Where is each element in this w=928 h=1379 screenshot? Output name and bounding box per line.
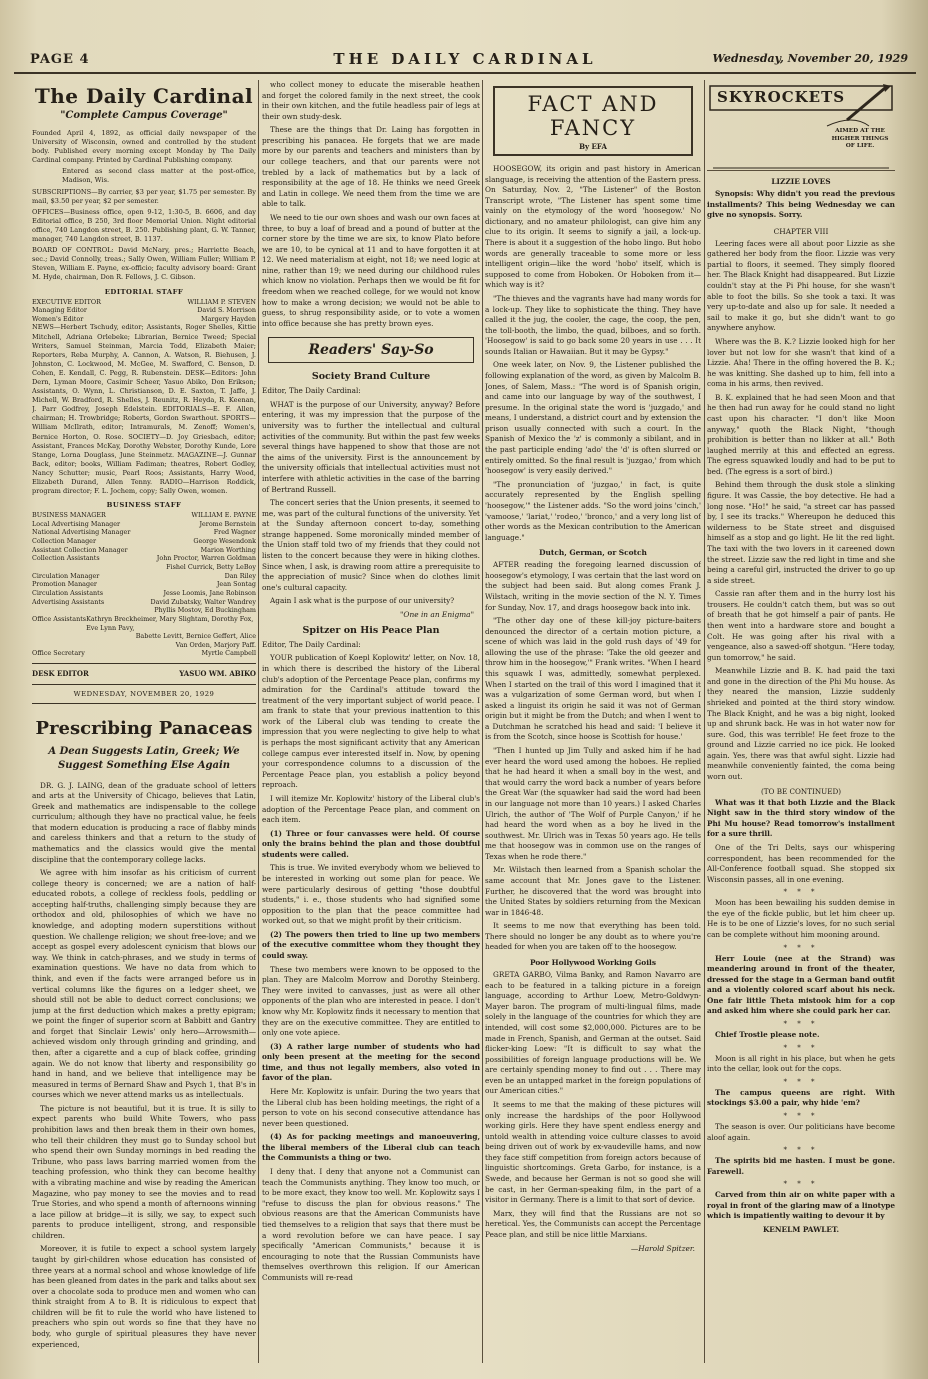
letter-item-reply: I deny that. I deny that anyone not a Communist can teach the Communists anything. They know too much, or to be more exact, they know too well. Mr. Koplowitz says I "refuse to discuss the plan for obvious reasons." The obvious reasons are that the American Communists have tied themselves to a religion that says that there must be a word revolution before we can have peace. I say specifically "American Communists," because it is encouraging to note that the Russian Communists have themselves overthrown this religion. If our American Communists will re-read	[262, 1167, 480, 1282]
staff-name: Fishel Currick, Betty LeBoy	[166, 563, 256, 572]
star-separator: * * *	[783, 1180, 819, 1189]
letter-salutation: Editor, The Daily Cardinal:	[262, 386, 361, 396]
issue-date-line: WEDNESDAY, NOVEMBER 20, 1929	[73, 689, 215, 698]
editorial-paragraph: Moreover, it is futile to expect a school system largely taught by girl-children whose education has consisted of three years at a normal school and whose knowledge of life has been gleaned from dates in the park and talks about sex over a chocolate soda to produce men and women who can think straight from A to B. It is ridiculous to expect that children will be fit to rule the world who have listened to preachers who spin out words so fine that they have no body, who gurgle of spiritual pleasures they have never experienced,	[32, 1244, 256, 1349]
letter-body	[262, 400, 480, 607]
editorial-title: Prescribing Panaceas	[35, 717, 253, 739]
staff-role: Office Secretary	[32, 649, 85, 658]
staff-row	[32, 615, 256, 632]
column-rule	[704, 80, 705, 1363]
staff-name: Dan Riley	[224, 571, 256, 580]
paper-title: The Daily Cardinal	[34, 84, 254, 108]
column-paragraph: "Then I hunted up Jim Tully and asked him if he had ever heard the word used among the hoboes. He replied that he had heard it when a small boy in the west, and that would carry the word back a number of years before the Great War (the squawker had said the word had been in our language not more than 10 years.) I asked Charles Ulrich, the author of 'The Wolf of Purple Canyon,' if he had heard the word when as a boy he lived in the southwest. Mr. Ulrich was in Texas 50 years ago. He tells me that hoosegow was in common use on the ranges of Texas when he rode there."	[485, 746, 701, 861]
business-staff-list	[32, 511, 256, 658]
column-item: Moon has been bewailing his sudden demise in the eye of the fickle public, but let him cheer up. He is to be one of Lizzie's loves, for no such serial can be complete without him mooning around.	[707, 898, 895, 939]
staff-row	[32, 520, 256, 529]
staff-row	[32, 298, 256, 307]
serial-body	[707, 239, 895, 783]
column-paragraph: AFTER reading the foregoing learned discussion of hoosegow's etymology, I was certain that the last word on the subject had been said. But along comes Frank J. Wilstach, writing in the movie section of the N. Y. Times for Sunday, Nov. 17, and drags hoosegow back into ink.	[485, 560, 701, 612]
editorial-subtitle: A Dean Suggests Latin, Greek; We Suggest Something Else Again	[48, 745, 240, 771]
letter-signature: "One in an Enigma"	[400, 609, 474, 619]
staff-name: Babette Levitt, Bernice Geffert, Alice	[135, 632, 256, 641]
column-paragraph: It seems to me now that everything has been told. There should no longer be any doubt as to where you're headed for when you are taken off to the hoosegow.	[485, 921, 701, 952]
staff-name: David Zubatsky, Walter Wandrey	[150, 597, 256, 606]
editorial-paragraph: DR. G. J. LAING, dean of the graduate school of letters and arts at the University of Chicago, believes that Latin, Greek and mathematics are indispensable to the college curriculum; although they have no practical value, he feels that modern education is producing a race of flabby minds and careless thinkers and that a return to the study of mathematics and the classics would give the mental discipline that the contemporary college lacks.	[32, 780, 256, 864]
staff-name: David S. Morrison	[197, 306, 256, 315]
staff-role: Managing Editor	[32, 306, 87, 315]
founded-text: Founded April 4, 1892, as official daily newspaper of the University of Wisconsin, owned and controlled by the student body. Published every morning except Monday by The Daily Cardinal company. Printed by Cardinal Publishing company.	[32, 129, 256, 165]
star-separator: * * *	[783, 888, 819, 897]
section-body	[485, 560, 701, 953]
letter-heading: Society Brand Culture	[311, 371, 431, 383]
staff-row	[32, 589, 256, 598]
readers-say-so-box	[268, 337, 474, 363]
desk-editor-row	[32, 669, 256, 678]
staff-role: Women's Editor	[32, 314, 84, 323]
letter-item-quote: (3) A rather large number of students who had only been present at the meeting for the second time, and thus not legally members, also voted in favor of the plan.	[262, 1041, 480, 1083]
star-separator: * * *	[783, 1043, 819, 1052]
staff-row	[32, 554, 256, 563]
section-body	[485, 970, 701, 1240]
letter-item-reply: Here Mr. Koplowitz is unfair. During the two years that the Liberal club has been holding meetings, the right of a person to vote on his second consecutive attendance has never been questioned.	[262, 1086, 480, 1128]
star-separator: * * *	[783, 1020, 819, 1029]
fact-and-fancy-box	[493, 86, 693, 156]
staff-name: WILLIAM P. STEVEN	[187, 297, 256, 306]
column-paragraph: Marx, they will find that the Russians are not so heretical. Yes, the Communists can accept the Percentage Peace plan, and still be nice little Marxians.	[485, 1208, 701, 1239]
staff-role: Local Advertising Manager	[32, 519, 121, 528]
staff-role: Office Assistants	[32, 614, 87, 623]
letter-paragraph: Again I ask what is the purpose of our university?	[270, 596, 455, 606]
staff-row	[32, 315, 256, 324]
staff-name: Kathryn Breckheimer, Mary Slightam, Dorothy Fox, Eve Lynn Pavy,	[86, 614, 254, 632]
staff-row	[32, 572, 256, 581]
staff-role: Promotion Manager	[32, 580, 97, 589]
staff-name: Marion Worthing	[200, 545, 256, 554]
staff-role: Circulation Manager	[32, 571, 100, 580]
staff-name: Van Orden, Marjory Paff.	[175, 640, 256, 649]
subscriptions-text: SUBSCRIPTIONS—By carrier, $3 per year, $1.75 per semester. By mail, $3.50 per year, $2 per semester.	[32, 187, 256, 205]
staff-row	[32, 563, 256, 572]
editorial-continuation	[262, 80, 480, 329]
divider	[32, 684, 256, 685]
letter-paragraph: YOUR publication of Koepl Koplowitz' letter, on Nov. 18, in which there is described the history of the Liberal club's adoption of the Percentage Peace plan, confirms my admiration for the Cardinal's attitude toward the treatment of the very important subject of world peace. I am frank to state that your previous inattention to this work of the Liberal club was tending to create the impression that you were neglecting to give help to what is perhaps the most significant activity that any American college campus ever interested itself in. Now, by opening your correspondence columns to a discussion of the Percentage Peace plan, you establish a policy beyond reproach.	[262, 653, 480, 790]
skyrockets-banner	[707, 80, 895, 171]
column-paragraph: GRETA GARBO, Vilma Banky, and Ramon Navarro are each to be featured in a talking picture in a foreign language, according to Arthur Loew, Metro-Goldwyn-Mayer baron. The program of multi-lingual films, made solely in the language of the countries for which they are intended, will cost some $2,000,000. Pictures are to be made in French, Spanish, and German at the outset. Said flicker-king Loew: "It is difficult to say what the possibilities of foreign language productions will be. We are certainly spending money to find out . . . There may even be an untapped market in the foreign populations of our American cities."	[485, 970, 701, 1096]
section-heading: Dutch, German, or Scotch	[539, 548, 647, 558]
column-fact-and-fancy	[485, 80, 701, 1363]
staff-name: Phyllis Mostov, Ed Buckingham	[154, 606, 256, 615]
staff-role: Circulation Assistants	[32, 588, 103, 597]
masthead	[14, 46, 916, 74]
desk-editor-name: YASUO WM. ABIKO	[179, 669, 256, 679]
column-rule	[482, 80, 483, 1363]
column-items	[707, 843, 895, 1236]
staff-row	[32, 546, 256, 555]
column-item: The spirits bid me hasten. I must be gone. Farewell.	[707, 1156, 895, 1176]
to-be-continued: (TO BE CONTINUED)	[760, 786, 842, 796]
paper-name: THE DAILY CARDINAL	[333, 50, 597, 68]
letter-salutation: Editor, The Daily Cardinal:	[262, 639, 361, 649]
staff-name: Myrtle Campbell	[201, 649, 256, 658]
column-item: The campus queens are right. With stockings $3.00 a pair, why hide 'em?	[707, 1087, 895, 1108]
letter-item-quote: (1) Three or four canvasses were held. Of course only the brains behind the plan and those doubtful students were called.	[262, 828, 480, 859]
letter-paragraph: WHAT is the purpose of our University, anyway? Before entering, it was my impression that the purpose of the university was to further the intellectual and cultural activities of the community. But within the past few weeks several things have happened to show that those are not the aims of the university. First is the announcement by the university officials that intellectual activities must not interfere with athletic activities in the case of the barring of Bertrand Russell.	[262, 399, 480, 494]
column-paragraph: "The pronunciation of 'juzgao,' in fact, is quite accurately represented by the English spelling 'hoosegow,'" the Listener adds. "So the word joins 'cinch,' 'vamoose,' 'lariat,' 'rodeo,' 'bronco,' and a very long list of other words as the Mexican contribution to the American language."	[485, 479, 701, 542]
chapter-heading: CHAPTER VIII	[773, 226, 829, 236]
readers-say-so-title: Readers' Say-So	[308, 342, 434, 359]
editorial-paragraph: who collect money to educate the miserable heathen and forget the colored family in the next street, the cook in their own kitchen, and the futile headless pair of legs at their own study-desk.	[262, 80, 480, 121]
staff-row	[32, 511, 256, 520]
column-body	[485, 164, 701, 543]
staff-row	[32, 641, 256, 650]
column-paragraph: "The thieves and the vagrants have had many words for a lock-up. They like to sophisticate the thing. They have called it the jug, the cooler, the cage, the coop, the pen, the toll-booth, the limbo, the quad, bilboes, and so forth. 'Hoosegow' is said to go back some 20 years in use . . . It sounds Italian or Hawaiian. But it may be Gypsy."	[485, 293, 701, 356]
letter-item-reply: This is true. We invited everybody whom we believed to be interested in working out some plan for peace. We were particularly desirous of getting "those doubtful students," i. e., those students who had signified some opposition to the plan that the peace committee had worked out, so that we might profit by their criticism.	[262, 863, 480, 926]
letter-heading: Spitzer on His Peace Plan	[302, 624, 440, 636]
letter-item-quote: (2) The powers then tried to line up two members of the executive committee whom they thought they could sway.	[262, 929, 480, 961]
business-staff-heading: BUSINESS STAFF	[106, 501, 182, 510]
column-paragraph: "The other day one of these kill-joy picture-baiters denounced the director of a certain motion picture, a scene of which was laid in the gold rush days of '49 for allowing the use of the phrase: 'Take the old geezer and throw him in the hoosegow,'" Frank writes. "When I heard this squawk I was, admittedly, somewhat perplexed. When I started on the trail of this word I imagined that it was a vulgarization of some German word, but when I asked a linguist its origin he said it was not of German origin but it might be from the Dutch; and when I went to a Dutchman he scratched his head and said: 'I believe it is from the Scotch, since hoose is Scottish for house.'	[485, 616, 701, 742]
skyrockets-tagline: AIMED AT THE HIGHER THINGS OF LIFE.	[831, 128, 889, 150]
letter-body	[262, 653, 480, 825]
column-rule	[258, 80, 259, 1363]
star-separator: * * *	[783, 1146, 819, 1155]
staff-row	[32, 649, 256, 658]
desk-editor-role: DESK EDITOR	[32, 669, 89, 679]
staff-name: Margery Hayden	[201, 314, 256, 323]
staff-row	[32, 528, 256, 537]
serial-paragraph: Cassie ran after them and in the hurry lost his trousers. He couldn't catch them, but was so out of breath that he got himself a pair of pants. He then went into a hardware store and bought a Colt. He was going after his rival with a vengeance, also a sawed-off shotgun. "Here today, gun tomorrow," he said.	[707, 589, 895, 662]
synopsis: Synopsis: Why didn't you read the previous installments? This being Wednesday we can give no synopsis. Sorry.	[707, 189, 895, 220]
staff-role: Collection Manager	[32, 537, 96, 546]
column-skyrockets	[707, 80, 895, 1363]
editorial-body	[32, 781, 256, 1351]
staff-role: EXECUTIVE EDITOR	[32, 297, 101, 306]
editorial-staff-text: NEWS—Herbert Tschudy, editor; Assistants, Roger Shelles, Kittie Mitchell, Adriana Orlebeke; Librarian, Bernice Tweed; Special Writers, Samuel Steinman, Marcia Todd, Elizabeth Maier; Reporters, Reba Murphy, A. Cannon, A. Watson, R. Biehusen, J. Johnston, C. Lockwood, M. McGee, M. Swafford, C. Benson, D. Cohen, E. Kendall, C. Pegg, R. Rubenstein. DESK—Editors: John Dern, Lyman Moore, Casimir Scheer, Yasuo Abiko, Don Erikson; Assistants, O. Wynn, L. Christianson, D. E. Saxton, T. Jaffe, J. Michell, W. Bradford, R. Shelles, J. Reunitz, R. Heyda, R. Keenan, J. Parr Godfrey, Joseph Edelstein. EDITORIALS—E. F. Allen, chairman; H. Trowbridge; Roberts, Gordon Swarthout. SPORTS—William McIlrath, editor; Intramurals, M. Zenoff; Women's, Bernice Horton, O. Rose. SOCIETY—D. Joy Griesbach, editor; Assistant, Frances McKay, Dorothy Webster, Dorothy Kunde, Lore Stange, Lorna Douglass, June Steinmetz. MAGAZINE—J. Gunnar Back, editor; books, William Fadiman; theatres, Robert Godley, Nancy Schutter; music, Pearl Roos; Assistants, Harry Wood, Elizabeth Durand, Allen Tenny. RADIO—Harrison Roddick, program director; F. L. Jochem, copy; Sally Owen, women.	[32, 323, 256, 496]
staff-name: Fred Wagner	[213, 528, 256, 537]
offices-text: OFFICES—Business office, open 9-12, 1:30-5, B. 6606, and day Editorial office, B 250, 3rd floor Memorial Union. Night editorial office, 740 Langdon street, B. 250. Publishing plant, G. W. Tanner, manager, 740 Langdon street, B. 1137.	[32, 207, 256, 244]
editorial-paragraph: The picture is not beautiful, but it is true. It is silly to expect parents who build White Towers, who pass prohibition laws and then break them in their own homes, who tell their children they must go to Sunday school but who spend their own Sunday mornings in bed reading the Tribune, who pass laws barring married women from the teaching profession, who think they can become healthy with a vibrating machine and wise by reading the American Magazine, who pay money to see the movies and to read True Stories, and who spend a month of afternoons winning a lace pillow at bridge—it is silly, we say, to expect such parents to produce intelligent, strong, and responsible children.	[32, 1103, 256, 1240]
staff-name: WILLIAM E. PAYNE	[191, 511, 256, 520]
serial-paragraph: Meanwhile Lizzie and B. K. had paid the taxi and gone in the direction of the Phi Mu house. As they neared the mansion, Lizzie suddenly shrieked and pointed at the third story window. The Black Knight, and he was a big night, looked up and shrunk back. He was in hot water now for sure. God, this was terrible! He feet froze to the ground and Lizzie carried no ice pick. He looked again. Yes, there was that awful sight. Lizzie had meanwhile conveniently fainted, the coma being worn out.	[707, 666, 895, 782]
staff-name: Jerome Bernstein	[199, 519, 256, 528]
letter-paragraph: I will itemize Mr. Koplowitz' history of the Liberal club's adoption of the Percentage Peace plan, and comment on each item.	[262, 793, 480, 825]
column-letters	[262, 80, 480, 1363]
skyrockets-title: SKYROCKETS	[717, 88, 846, 106]
serial-paragraph: Leering faces were all about poor Lizzie as she gathered her body from the floor. Lizzie was very partial to floors, it seemed. They simply floored her. The Black Knight had disappeared. But Lizzie couldn't stay at the Pi Phi house, for she wasn't able to foot the bills. So she took a taxi. It was very up-to-date and also up for sale. It needed a sail to make it go, but she didn't want to go anywhere anyhow.	[707, 238, 895, 333]
column-paragraph: HOOSEGOW, its origin and past history in American slanguage, is receiving the attention of the Eastern press. On Saturday, Nov. 2, "The Listener" of the Boston Transcript wrote, "The Listener has spent some time vainly on the etymology of the word 'hoosegow.' No dictionary, and no amateur philologist, can give him any clue to its origin. It seems to signify a jail, a lock-up. There is about it a suggestion of the hobo lingo. But hobo words are generally traceable to some more or less intelligent origin—like the word 'hobo' itself, which is supposed to come from Hoboken. Or Hoboken from it—which way is it?	[485, 164, 701, 290]
column-item: The season is over. Our politicians have become aloof again.	[707, 1121, 895, 1142]
staff-role: Collection Assistants	[32, 554, 100, 563]
column-paragraph: Mr. Wilstach then learned from a Spanish scholar the same account that Mr. Jones gave to the Listener. Further, he discovered that the word was brought into the United States by soldiers returning from the Mexican war in 1846-48.	[485, 865, 701, 917]
column-item: Chief Trostle please note.	[715, 1030, 820, 1040]
staff-row	[32, 598, 256, 607]
staff-name: Jean Sontag	[216, 580, 256, 589]
staff-role: Advertising Assistants	[32, 597, 105, 606]
serial-question: What was it that both Lizzie and the Black Night saw in the third story window of the Phi Mu house? Read tomorrow's installment for a sure thrill.	[707, 797, 895, 839]
entered-text: Entered as second class matter at the post-office, Madison, Wis.	[62, 167, 256, 185]
staff-name: Jesse Loomis, Jane Robinson	[163, 588, 256, 597]
column-item: Carved from thin air on white paper with a royal in front of the glaring maw of a linotype which is impatiently waiting to devour it by	[707, 1190, 895, 1221]
star-separator: * * *	[783, 1077, 819, 1086]
section-heading: Poor Hollywood Working Goils	[529, 958, 657, 968]
editorial-paragraph: These are the things that Dr. Laing has forgotten in prescribing his panacea. He forgets that we are made more by our parents and teachers and ministers than by our college teachers, and that our parents were not trebled by a lack of mathematics but by a lack of responsibility at the age of 18. He thinks we need Greek and Latin in college. We need them from the time we are able to talk.	[262, 125, 480, 209]
column-masthead-editorial	[32, 80, 256, 1363]
divider	[32, 663, 256, 664]
column-item: One of the Tri Delts, says our whispering correspondent, has been recommended for the All-Conference football squad. She stopped six Wisconsin passes, all in one evening.	[707, 842, 895, 884]
letter-item-quote: (4) As for packing meetings and manoeuvering, the liberal members of the Liberal club can teach the Communists a thing or two.	[262, 1132, 480, 1163]
serial-paragraph: Behind them through the dusk stole a slinking figure. It was Cassie, the boy detective. He had a long nose. "Ho!" he said, "a street car has passed by, I see its tracks." Whereupon he deduced this wilderness to be State street and disguised himself as a stop and go light. He lit the red light. The taxi with the two lovers in it careened down the street. Lizzie saw the red light in time and she being a careful girl, instructed the driver to go up a side street.	[707, 480, 895, 585]
staff-role: National Advertising Manager	[32, 528, 131, 537]
star-separator: * * *	[783, 1111, 819, 1120]
fact-and-fancy-byline: By EFA	[579, 142, 607, 151]
staff-row	[32, 606, 256, 615]
fact-and-fancy-title: FACT AND FANCY	[527, 92, 659, 140]
column-item: Moon is all right in his place, but when he gets into the cellar, look out for the cops.	[707, 1053, 895, 1074]
staff-role: Assistant Collection Manager	[32, 545, 128, 554]
author-signature: —Harold Spitzer.	[630, 1243, 695, 1253]
staff-row	[32, 580, 256, 589]
editorial-paragraph: We agree with him insofar as his criticism of current college theory is concerned; we are a nation of half-educated robots, a college of reckless fools, peddling or accepting half-truths, challenging simply because they are orthodox and old, philosophies of which we have no knowledge, and adopting modern superstitions without question. We challenge religion; we shout free-love; and we accept as gospel every adolescent cynicism that blows our way. We think in catch-phrases, and we study in terms of examination questions. We have no data from which to think, and even if the facts were arranged before us in vertical columns like the figures on a ledger sheet, we should still not be able to deduct correct conclusions; we jump at the first deduction which makes a pretty epigram; we point the finger of superior scorn at Babbitt and Gantry and forget that Sinclair Lewis' only hero—Arrowsmith—achieved wisdom only through grinding and grinding, and then, after a cigarette and a cup of black coffee, grinding again. We do not know that liberty and responsibility go hand in hand, and we believe that intelligence may be measured in terms of Bernard Shaw and Psych 1, that B's in courses which we never attend marks us as intellectuals.	[32, 868, 256, 1100]
star-separator: * * *	[783, 943, 819, 952]
serial-heading: LIZZIE LOVES	[771, 177, 831, 186]
staff-role: BUSINESS MANAGER	[32, 511, 106, 520]
issue-date: Wednesday, November 20, 1929	[712, 52, 908, 65]
editorial-staff-list	[32, 298, 256, 324]
editorial-staff-heading: EDITORIAL STAFF	[104, 287, 184, 296]
editorial-paragraph: We need to tie our own shoes and wash our own faces at three, to buy a loaf of bread and a pound of butter at the corner store by the time we are six, to know Plato before we are 10, to be cynical at 11 and to have forgotten it at 12. We need materialism at eight, not 18; we need logic at nine, rather than 19; we need during our childhood rules which know no violation. Perhaps then we would be fit for freedom when we reached college, for we would not know how to make a wrong decision; we would not be able to guess, to shrug responsibility aside, or to vote a women into office because she has pretty brown eyes.	[262, 212, 480, 328]
paper-slogan: "Complete Campus Coverage"	[60, 110, 228, 121]
staff-name: John Proctor, Warren Goldman	[156, 554, 256, 563]
column-item: KENELM PAWLET.	[762, 1224, 840, 1234]
letter-item-reply: These two members were known to be opposed to the plan. They are Malcolm Morrow and Dorothy Steinberg. They were invited to canvasses, just as were all other opponents of the plan who are interested in peace. I don't know why Mr. Koplowitz finds it necessary to mention that they are on the executive committee. They are entitled to only one vote apiece.	[262, 964, 480, 1038]
divider	[32, 703, 256, 704]
column-paragraph: One week later, on Nov. 9, the Listener published the following explanation of the word, as given by Malcolm B. Jones, of Salem, Mass.: "The word is of Spanish origin, and came into our language by way of the southwest, I presume. In the original state the word is 'juzgado,' and means, I understand, a district court and by extension the prison usually connected with such a court. In the Spanish of Mexico the 'z' is commonly a sibilant, and in the past participle ending 'ado' the 'd' is often slurred or entirely omitted. So the final result is 'juzgao,' from which 'hoosegow' is very easily derived."	[485, 360, 701, 476]
board-text: BOARD OF CONTROL: David McNary, pres.; Harriette Beach, sec.; David Connolly, treas.; Sally Owen, William Fuller; William P. Steven, William E. Payne, ex-officio; faculty advisory board: Grant M. Hyde, chairman, Don R. Fellows, J. C. Gibson.	[32, 246, 256, 282]
serial-paragraph: B. K. explained that he had seen Moon and that he then had run away for he could stand no light cast upon his character. "I don't like Moon anyway," quoth the Black Night, "though prohibition is better than no likker at all." Both laughed merrily at this and effected an egress. The egress squawked loudly and had to be put to bed. (The egress is a sort of bird.)	[707, 392, 895, 476]
column-paragraph: It seems to me that the making of these pictures will only increase the hardships of the poor Hollywood working girls. Here they have spent endless energy and untold wealth in attending voice culture classes to avoid being driven out of work by ex-vaudeville hams, and now they face stiff competition from foreign actors because of linguistic shortcomings. Greta Garbo, for instance, is a Swede, and because her German is not so good she will be cast, in her German-speaking film, in the part of a visitor in Germany. There is a limit to that sort of device.	[485, 1099, 701, 1205]
staff-row	[32, 537, 256, 546]
staff-row	[32, 306, 256, 315]
serial-paragraph: Where was the B. K.? Lizzie looked high for her lover but not low for she wasn't that kind of a Lizzie. Aha! There in the offing hovered the B. K.; he was knitting. She dashed up to him, fell into a coma in his arms, then revived.	[707, 336, 895, 389]
column-item: Herr Louie (nee at the Strand) was meandering around in front of the theater, dressed for the stage in a German band outfit and a violently colored scarf about his neck. One fair little Theta mistook him for a cop and asked him where she could park her car.	[707, 953, 895, 1016]
letter-items	[262, 829, 480, 1284]
page-number: PAGE 4	[30, 52, 90, 67]
letter-paragraph: The concert series that the Union presents, it seemed to me, was part of the cultural functions of the university. Yet at the Sunday afternoon concert to-day, something strange happened. Some moronically minded member of the Union staff told two of my friends that they could not listen to the concert because they were in hiking clothes. Since when, I ask, is drawing room attire a prerequisite to the appreciation of music? Since when do clothes limit one's cultural capacity.	[262, 498, 480, 592]
staff-row	[32, 632, 256, 641]
staff-name: George Wesendonk	[193, 537, 256, 546]
